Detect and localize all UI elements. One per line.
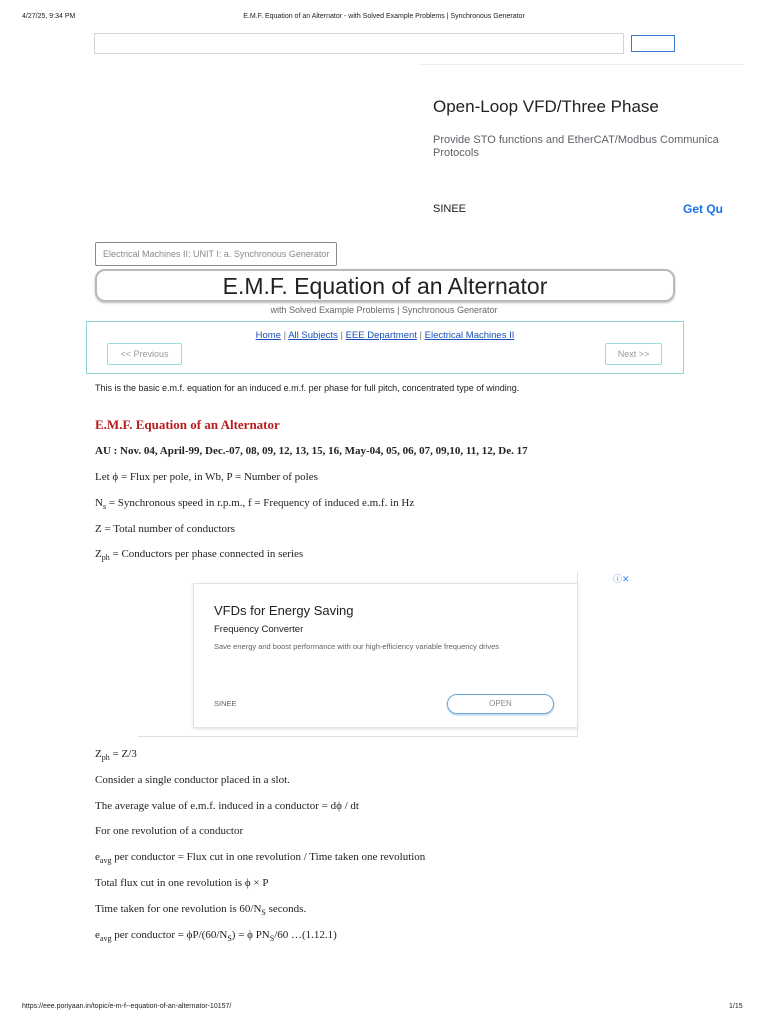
var-z: Z: [95, 548, 102, 560]
time-text: Time taken for one revolution is 60/N: [95, 903, 262, 915]
body-line-average: The average value of e.m.f. induced in a conductor = dϕ / dt: [95, 800, 359, 812]
nav-separator: |: [280, 330, 289, 341]
search-button[interactable]: [631, 35, 675, 52]
body-line-total-flux: Total flux cut in one revolution is ϕ × P: [95, 877, 269, 889]
body-line-z: Z = Total number of conductors: [95, 523, 235, 535]
next-button[interactable]: Next >>: [605, 343, 662, 365]
page-subtitle: with Solved Example Problems | Synchronous Generator: [270, 305, 498, 315]
ad-description: Provide STO functions and EtherCAT/Modbus Communica Protocols: [433, 134, 719, 159]
ad-advertiser: SINEE: [433, 203, 467, 215]
previous-button[interactable]: << Previous: [107, 343, 182, 365]
body-line-eavg-formula: [95, 929, 337, 943]
breadcrumb[interactable]: Electrical Machines II: UNIT I: a. Synchronous Generator: [95, 242, 337, 266]
body-line-zph-eq: [95, 748, 137, 762]
ad-subtitle: Frequency Converter: [214, 624, 304, 635]
var-e: e: [95, 929, 100, 941]
print-title: E.M.F. Equation of an Alternator - with Solved Example Problems | Synchronous Generator: [243, 13, 525, 20]
body-line-time: [95, 903, 306, 917]
var-e: e: [95, 851, 100, 863]
ad-cta-link[interactable]: Get Qu: [683, 202, 724, 216]
print-datetime: 4/27/25, 9:34 PM: [22, 13, 76, 20]
sub-s: s: [102, 502, 107, 512]
body-line-consider: Consider a single conductor placed in a slot.: [95, 774, 290, 786]
adchoices-icon[interactable]: ⓘ✕: [613, 574, 630, 584]
var-n: N: [95, 497, 103, 509]
ad-description: Save energy and boost performance with our high-efficiency variable frequency drives: [214, 642, 500, 651]
formula-c: /60 …(1.12.1): [274, 929, 337, 941]
search-input[interactable]: [94, 33, 624, 54]
exam-reference: AU : Nov. 04, April-99, Dec.-07, 08, 09, 12, 13, 15, 16, May-04, 05, 06, 07, 09,10, 11, 12, De. 17: [95, 445, 528, 457]
nav-link-home[interactable]: Home: [255, 330, 281, 341]
ad-edge: [738, 65, 744, 231]
ad-banner-top[interactable]: [418, 64, 744, 231]
time-rest: seconds.: [265, 903, 307, 915]
print-page-number: 1/15: [729, 1003, 743, 1010]
sub-s: S: [227, 934, 232, 944]
nav-link-eee-department[interactable]: EEE Department: [345, 330, 417, 341]
body-line-let: Let ϕ = Flux per pole, in Wb, P = Number of poles: [95, 471, 318, 483]
ns-text: = Synchronous speed in r.p.m., f = Frequency of induced e.m.f. in Hz: [106, 497, 415, 509]
sub-avg: avg: [99, 856, 112, 866]
section-heading: E.M.F. Equation of an Alternator: [95, 417, 280, 432]
formula-b: ) = ϕ PN: [231, 929, 270, 941]
var-z: Z: [95, 748, 102, 760]
nav-separator: |: [337, 330, 346, 341]
ad-title[interactable]: VFDs for Energy Saving: [214, 603, 354, 618]
formula-a: per conductor = ϕP/(60/N: [111, 929, 228, 941]
nav-link-all-subjects[interactable]: All Subjects: [288, 330, 338, 341]
nav-link-electrical-machines[interactable]: Electrical Machines II: [424, 330, 515, 341]
sub-ph: ph: [101, 553, 110, 563]
sub-s: S: [269, 934, 275, 944]
body-line-eavg: [95, 851, 425, 865]
body-line-zph: [95, 548, 303, 562]
body-line-ns: [95, 497, 414, 511]
ad-title[interactable]: Open-Loop VFD/Three Phase: [433, 97, 659, 116]
page-title: E.M.F. Equation of an Alternator: [95, 269, 675, 302]
sub-s: S: [261, 908, 266, 918]
intro-text: This is the basic e.m.f. equation for an induced e.m.f. per phase for full pitch, concentrated type of winding.: [95, 383, 520, 393]
sub-ph: ph: [101, 753, 110, 763]
body-line-one-rev: For one revolution of a conductor: [95, 825, 244, 837]
nav-separator: |: [416, 330, 425, 341]
eavg-text: per conductor = Flux cut in one revolution / Time taken one revolution: [111, 851, 426, 863]
zph-text: = Conductors per phase connected in series: [109, 548, 304, 560]
zph-eq-text: = Z/3: [109, 748, 137, 760]
ad-banner-inline[interactable]: [193, 583, 578, 728]
nav-links: [86, 330, 684, 341]
ad-advertiser: SINEE: [214, 699, 237, 708]
ad-open-button[interactable]: OPEN: [447, 694, 554, 714]
sub-avg: avg: [99, 934, 112, 944]
print-url: https://eee.poriyaan.in/topic/e-m-f--equation-of-an-alternator-10157/: [22, 1003, 232, 1010]
